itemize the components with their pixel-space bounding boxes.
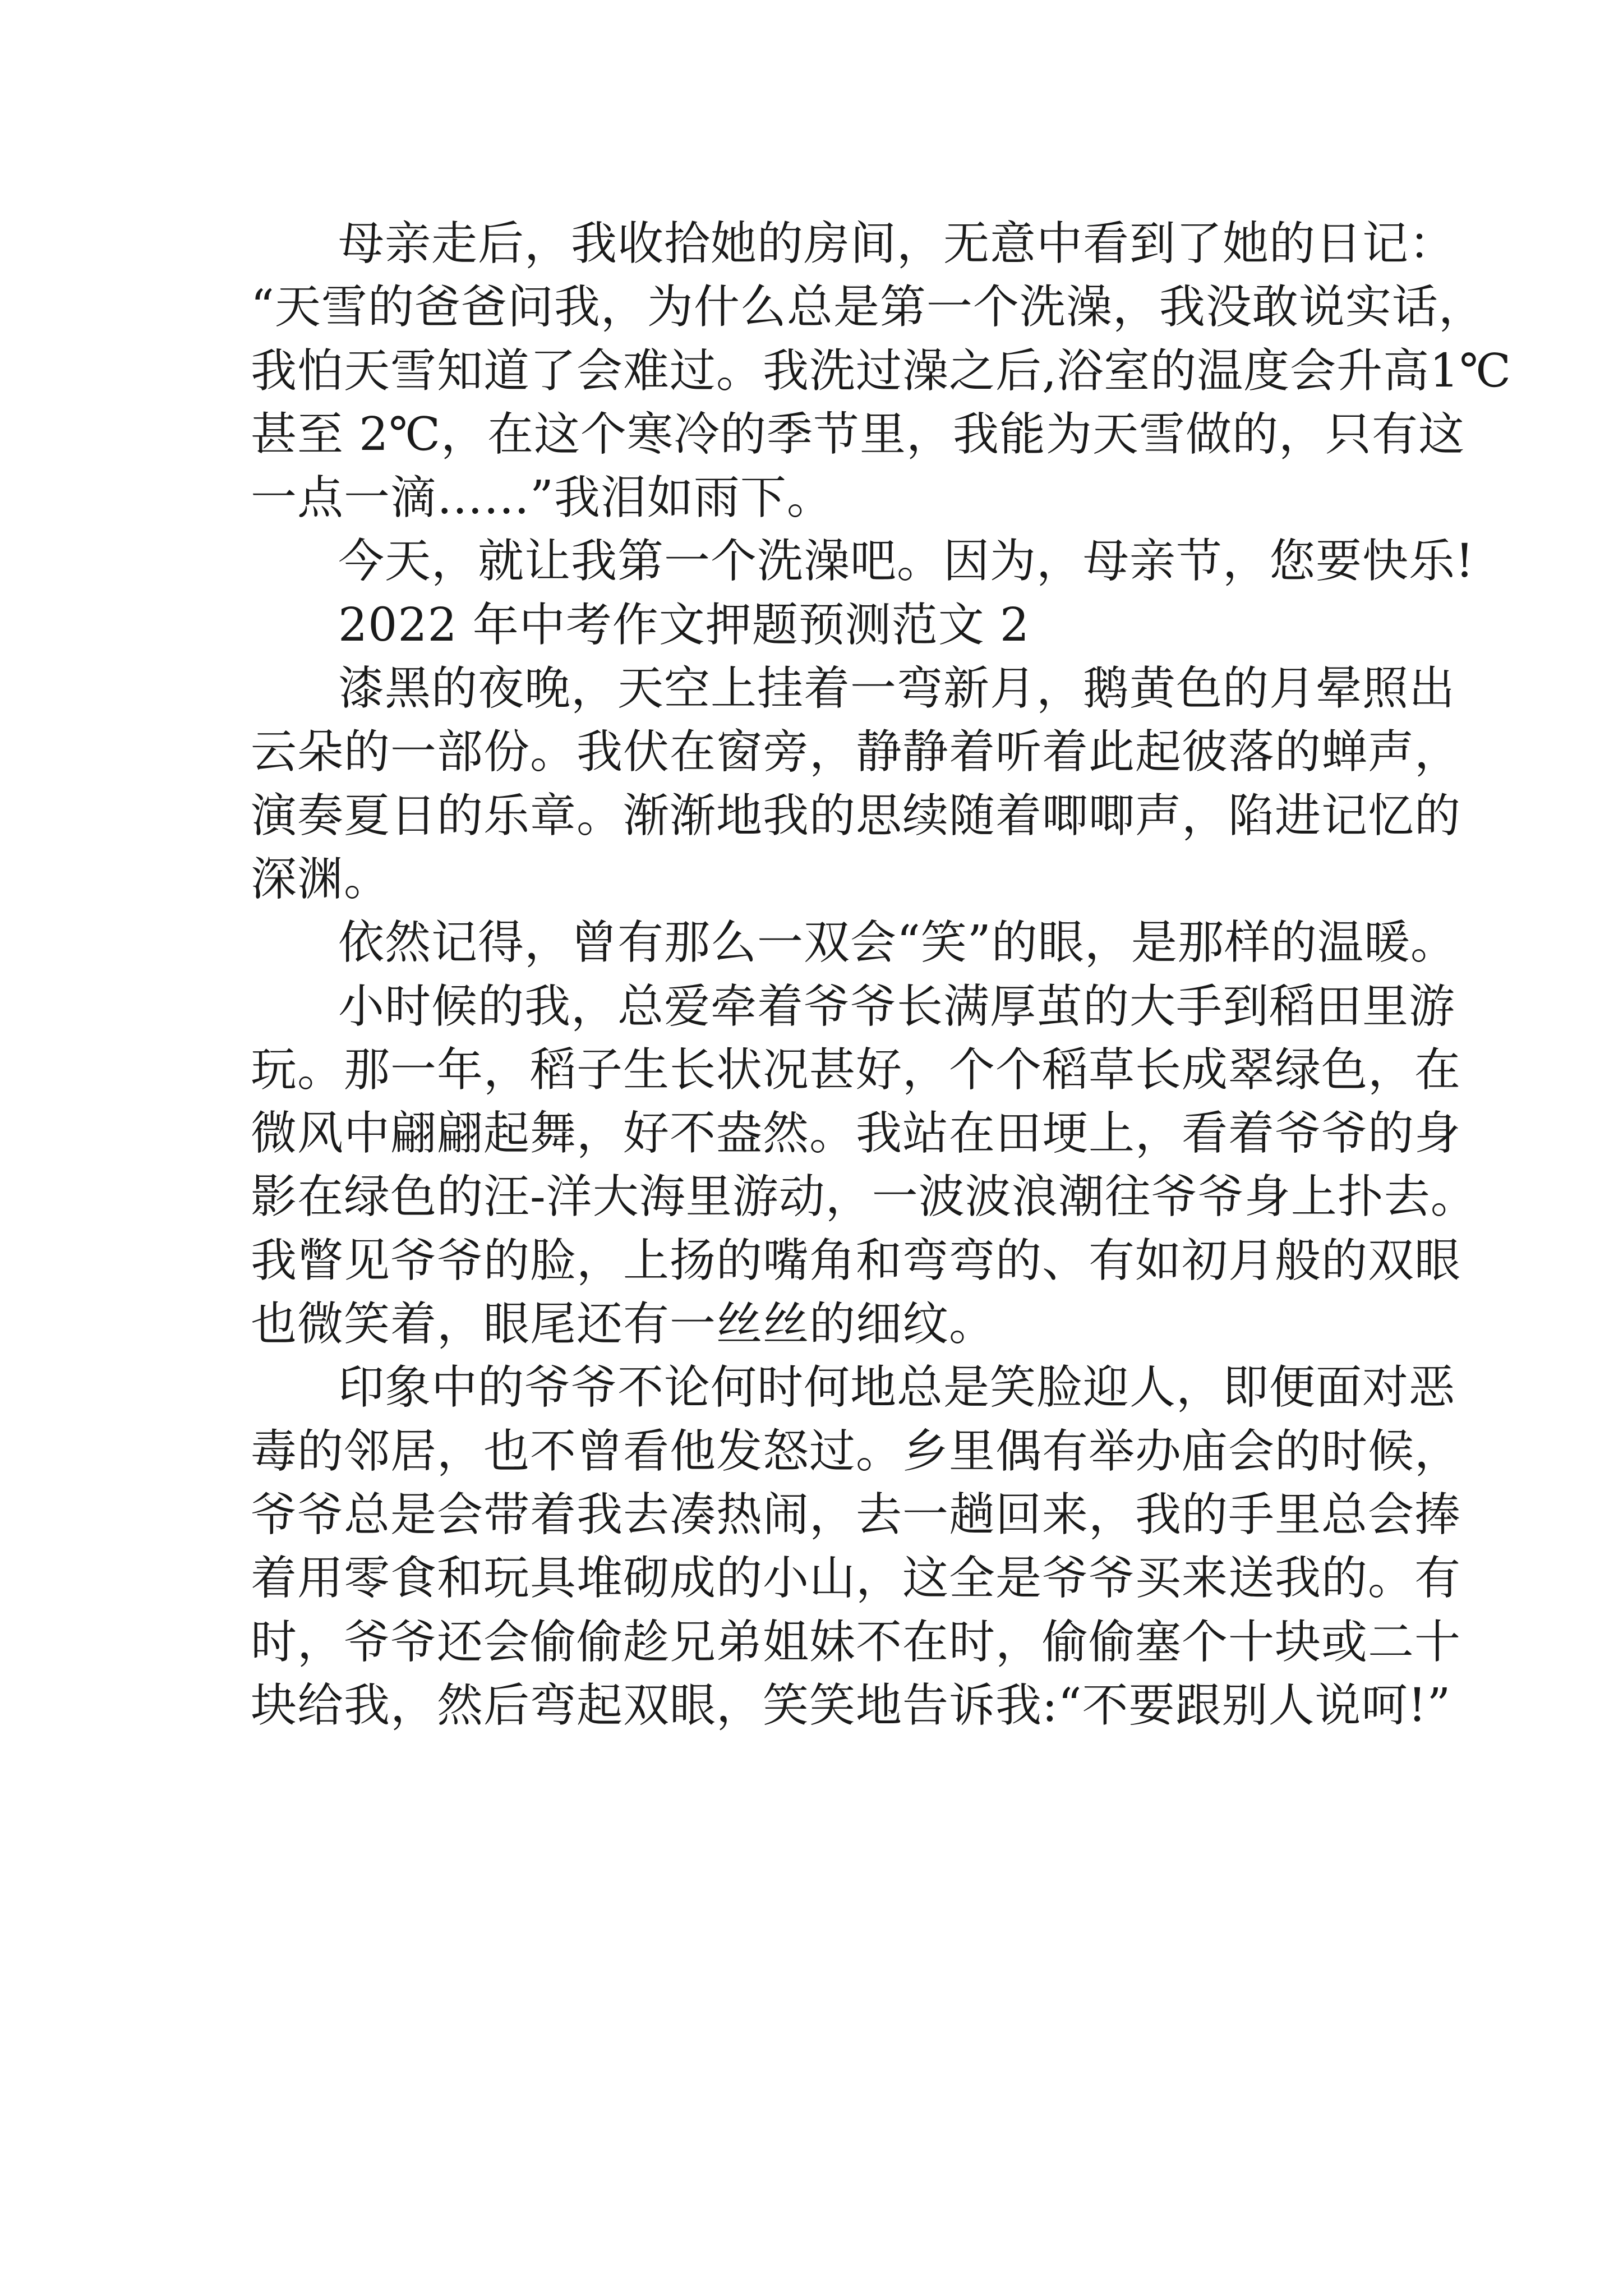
text-line: 演奏夏日的乐章。渐渐地我的思续随着唧唧声，陷进记忆的 [251, 789, 1461, 843]
text-line: 时，爷爷还会偷偷趁兄弟姐妹不在时，偷偷塞个十块或二十 [251, 1615, 1461, 1669]
text-line: 我瞥见爷爷的脸，上扬的嘴角和弯弯的、有如初月般的双眼 [251, 1234, 1461, 1287]
text-line: 爷爷总是会带着我去凑热闹，去一趟回来，我的手里总会捧 [251, 1488, 1461, 1542]
text-line: 深渊。 [251, 852, 391, 906]
text-line: 小时候的我，总爱牵着爷爷长满厚茧的大手到稻田里游 [338, 979, 1456, 1033]
text-line: 玩。那一年，稻子生长状况甚好，个个稻草长成翠绿色，在 [251, 1043, 1461, 1097]
text-line: 漆黑的夜晚，天空上挂着一弯新月，鹅黄色的月晕照出 [338, 662, 1456, 716]
text-line: 母亲走后，我收拾她的房间，无意中看到了她的日记： [338, 217, 1456, 270]
text-line: 块给我，然后弯起双眼，笑笑地告诉我:“不要跟别人说呵!” [251, 1678, 1451, 1732]
text-line: 依然记得，曾有那么一双会“笑”的眼，是那样的温暖。 [338, 916, 1457, 970]
text-line: 微风中翩翩起舞，好不盎然。我站在田埂上，看着爷爷的身 [251, 1107, 1461, 1161]
text-line: 一点一滴……”我泪如雨下。 [251, 471, 833, 525]
text-line: 毒的邻居，也不曾看他发怒过。乡里偶有举办庙会的时候， [251, 1424, 1461, 1478]
text-line: 也微笑着，眼尾还有一丝丝的细纹。 [251, 1297, 996, 1351]
text-line: 今天，就让我第一个洗澡吧。因为，母亲节，您要快乐! [338, 535, 1474, 588]
text-line: 甚至 2℃，在这个寒冷的季节里，我能为天雪做的，只有这 [251, 407, 1465, 461]
text-line: 着用零食和玩具堆砌成的小山，这全是爷爷买来送我的。有 [251, 1552, 1461, 1605]
document-body [251, 212, 1511, 1737]
text-line: 印象中的爷爷不论何时何地总是笑脸迎人，即便面对恶 [338, 1361, 1456, 1415]
text-line: “天雪的爸爸问我，为什么总是第一个洗澡，我没敢说实话， [251, 280, 1485, 334]
section-heading: 2022 年中考作文押题预测范文 2 [338, 598, 1030, 652]
text-line: 影在绿色的汪-洋大海里游动，一波波浪潮往爷爷身上扑去。 [251, 1170, 1477, 1224]
text-line: 云朵的一部份。我伏在窗旁，静静着听着此起彼落的蝉声， [251, 725, 1461, 779]
text-line: 我怕天雪知道了会难过。我洗过澡之后,浴室的温度会升高1℃ [251, 344, 1511, 398]
